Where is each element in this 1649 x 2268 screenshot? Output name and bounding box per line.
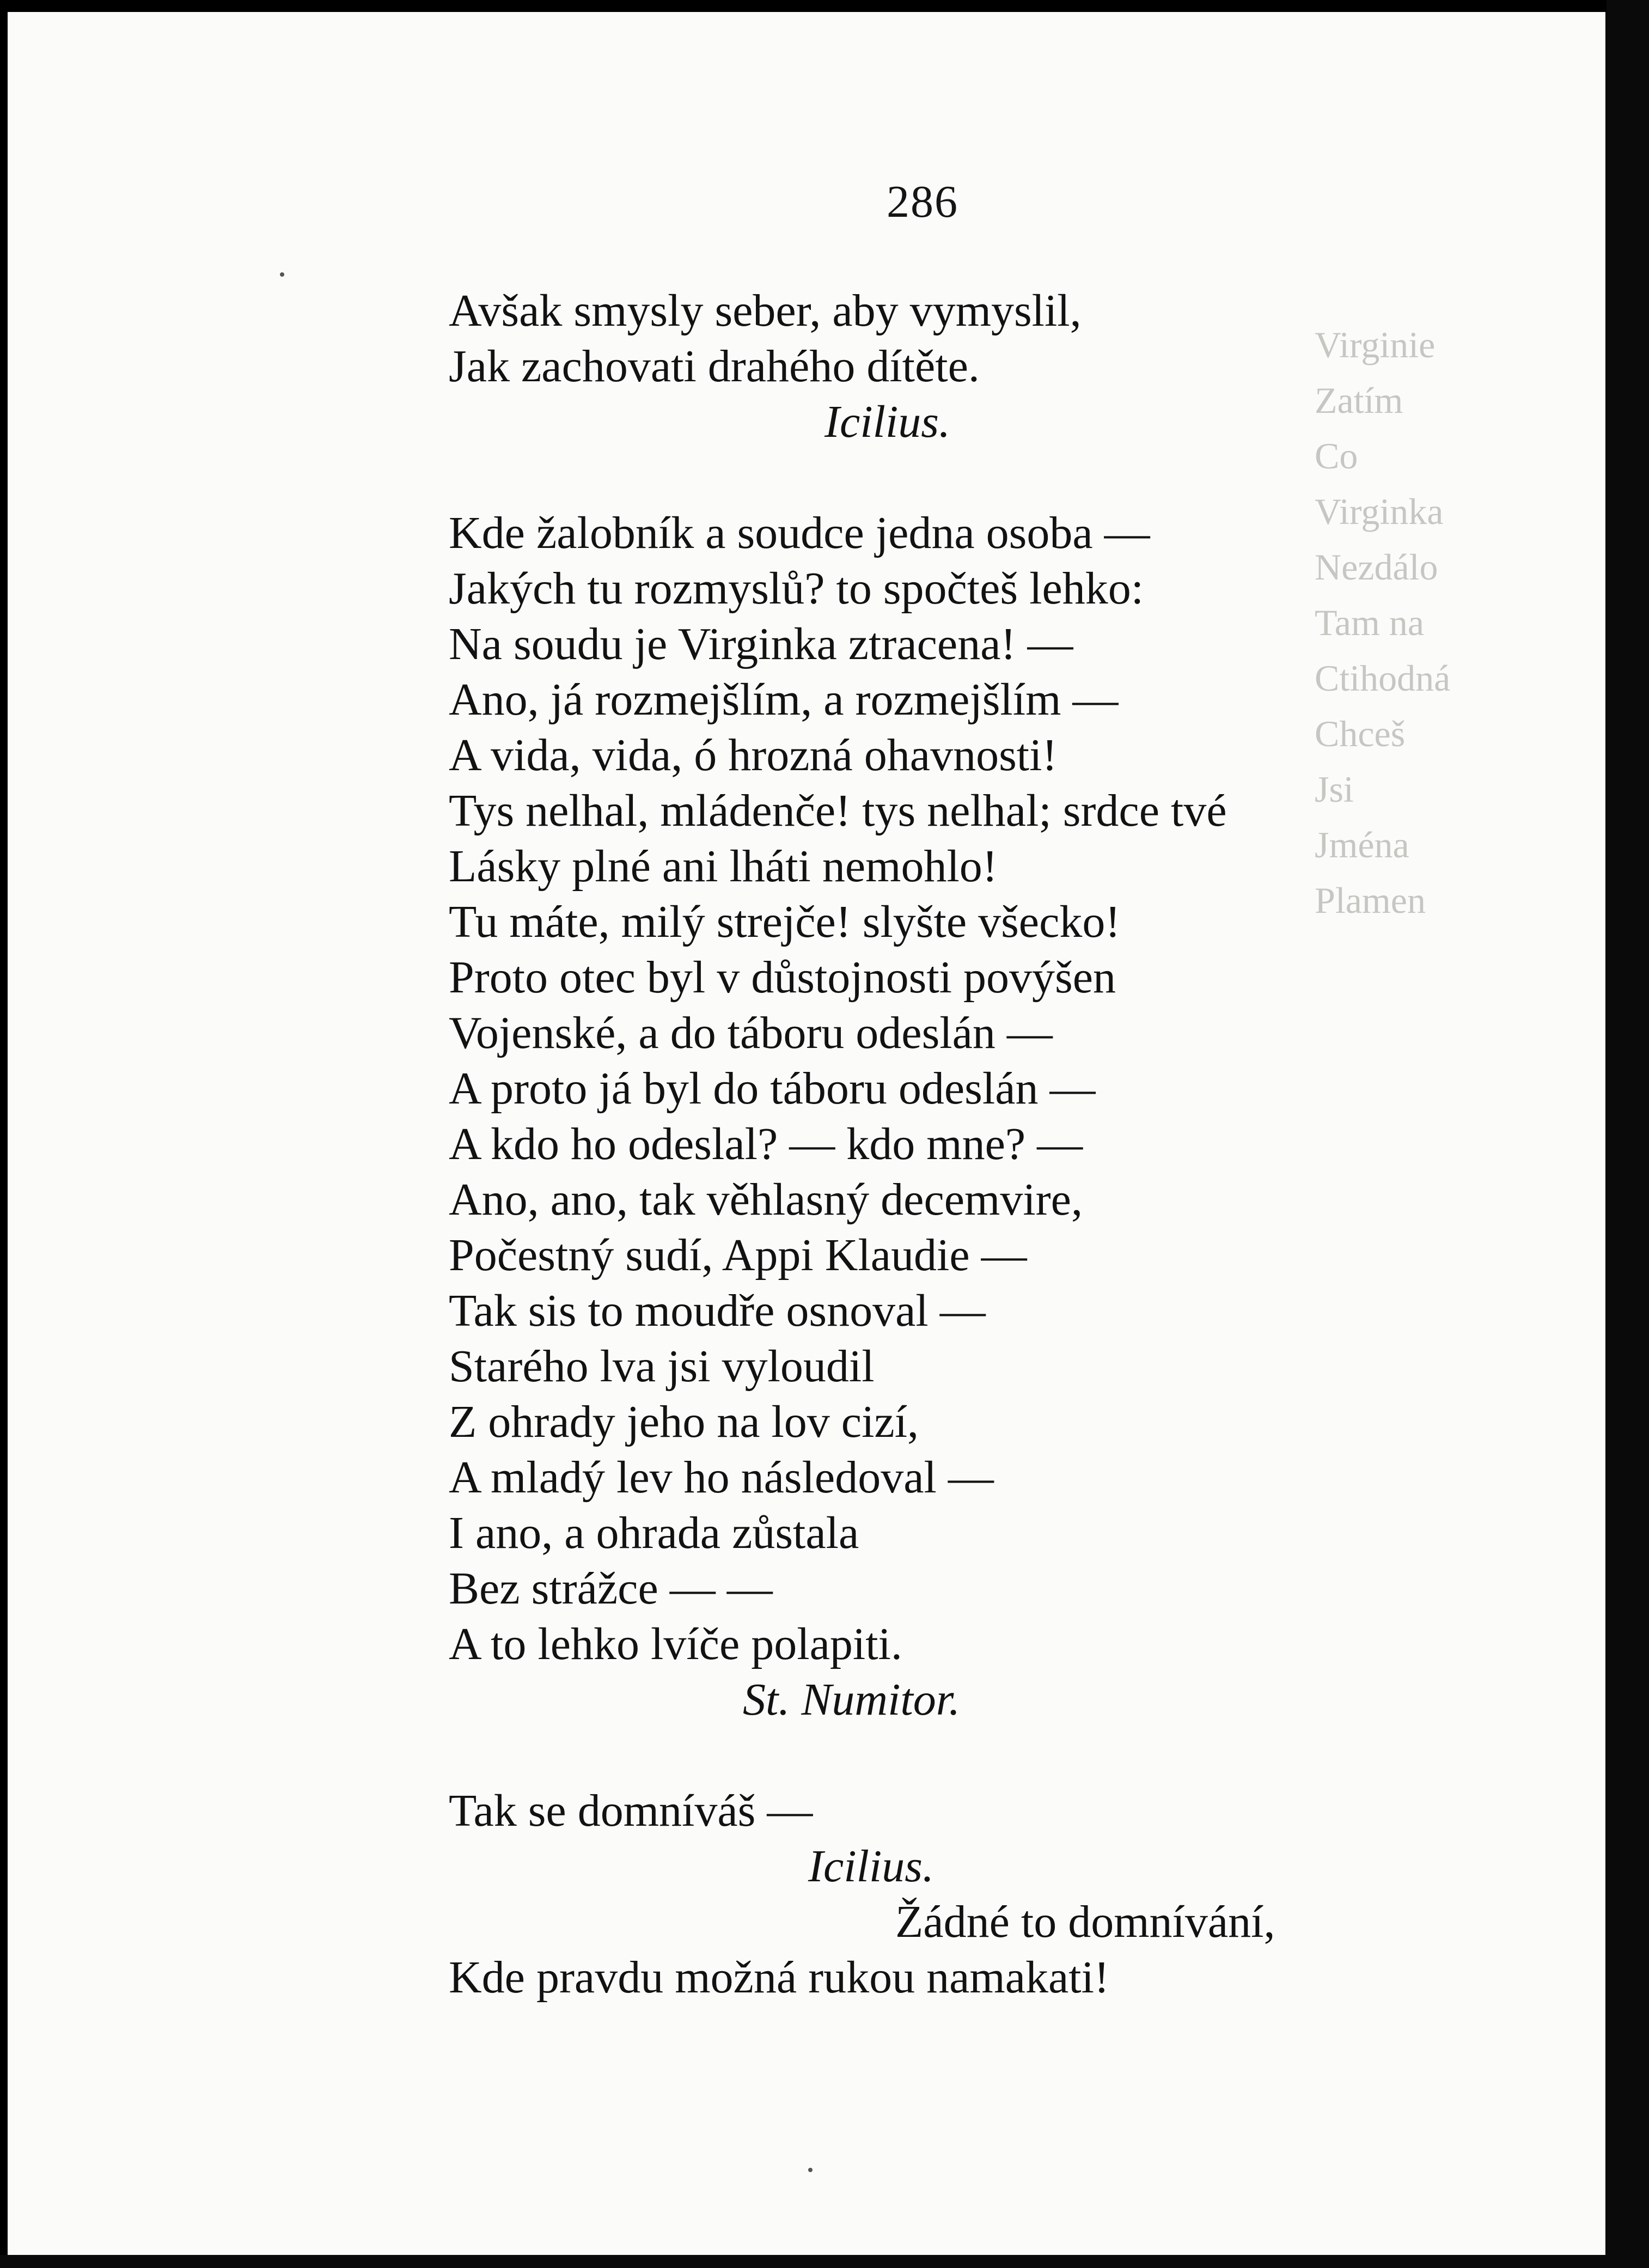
dialogue-text <box>449 283 1603 2005</box>
verse-line: I ano, a ohrada zůstala <box>449 1508 859 1558</box>
verse-line: Avšak smysly seber, aby vymyslil, <box>449 285 1082 336</box>
verse-line: Ano, já rozmejšlím, a rozmejšlím — <box>449 674 1119 725</box>
speaker-name: St. Numitor. <box>743 1674 961 1725</box>
verse-line: Lásky plné ani lháti nemohlo! <box>449 841 998 892</box>
verse-line: Bez strážce — — <box>449 1563 773 1614</box>
verse-line: Na soudu je Virginka ztracena! — <box>449 619 1073 669</box>
verse-line: Tu máte, milý strejče! slyšte všecko! <box>449 897 1121 947</box>
book-page <box>8 12 1605 2255</box>
verse-line: A mladý lev ho následoval — <box>449 1452 994 1503</box>
verse-line-indented: Žádné to domnívání, <box>895 1897 1275 1947</box>
verse-line: Ano, ano, tak věhlasný decemvire, <box>449 1174 1083 1225</box>
speaker-name: Icilius. <box>808 1841 934 1892</box>
verse-line: Jak zachovati drahého dítěte. <box>449 341 980 392</box>
verse-line: Kde žalobník a soudce jedna osoba — <box>449 508 1150 558</box>
verse-line: Vojenské, a do táboru odeslán — <box>449 1008 1053 1058</box>
verse-line: Proto otec byl v důstojnosti povýšen <box>449 952 1116 1003</box>
scan-edge-bottom <box>0 2255 1649 2268</box>
verse-line: Počestný sudí, Appi Klaudie — <box>449 1230 1027 1281</box>
verse-line: Tak se domníváš — <box>449 1785 813 1836</box>
verse-line: Starého lva jsi vyloudil <box>449 1341 875 1392</box>
verse-line: Z ohrady jeho na lov cizí, <box>449 1397 919 1447</box>
bleed-through-text: Virginie Zatím Co Virginka Nezdálo Tam na Ctihodná Chceš Jsi Jména Plamen <box>1315 324 1451 921</box>
speaker-name: Icilius. <box>824 397 950 447</box>
verse-line: Tak sis to moudře osnoval — <box>449 1285 986 1336</box>
verse-line: A proto já byl do táboru odeslán — <box>449 1063 1096 1114</box>
verse-line: A kdo ho odeslal? — kdo mne? — <box>449 1119 1083 1169</box>
scan-edge-right <box>1607 0 1649 2268</box>
paper-speck <box>280 272 284 277</box>
verse-line: A to lehko lvíče polapiti. <box>449 1619 902 1669</box>
verse-line: A vida, vida, ó hrozná ohavnosti! <box>449 730 1058 781</box>
verse-line: Tys nelhal, mládenče! tys nelhal; srdce tvé <box>449 785 1227 836</box>
verse-line: Kde pravdu možná rukou namakati! <box>449 1952 1109 2003</box>
paper-speck <box>808 2168 813 2172</box>
verse-line: Jakých tu rozmyslů? to spočteš lehko: <box>449 563 1144 614</box>
page-number: 286 <box>887 176 958 227</box>
